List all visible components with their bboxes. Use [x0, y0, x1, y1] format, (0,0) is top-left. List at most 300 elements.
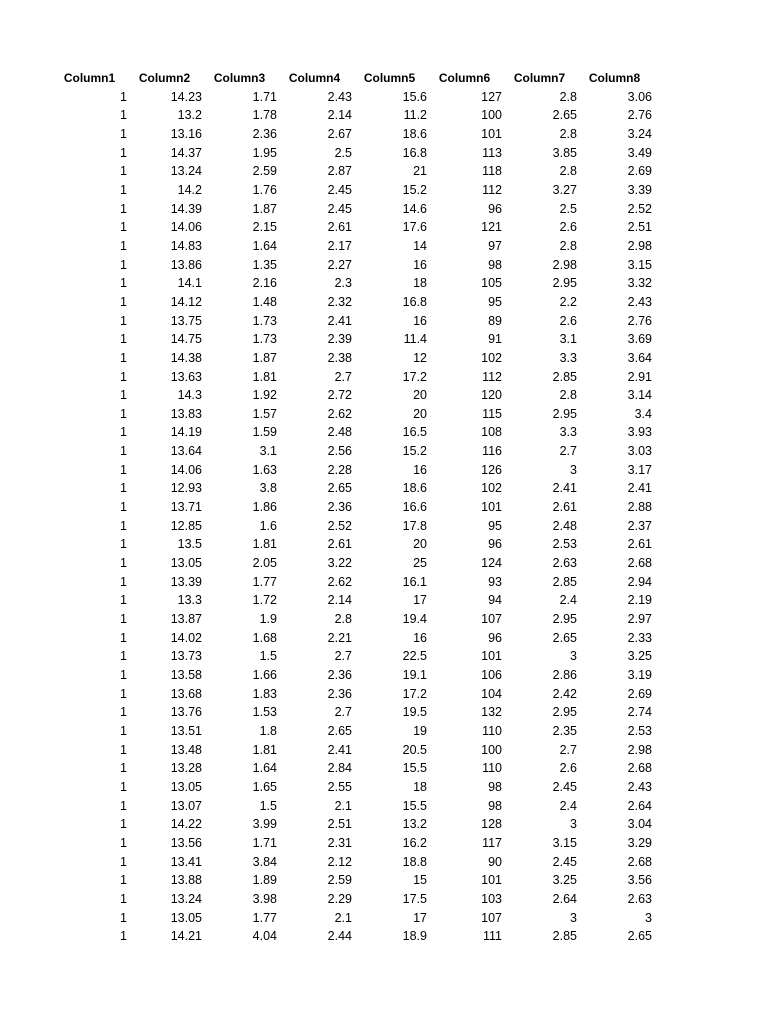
table-cell[interactable]: 3.84	[252, 854, 277, 869]
table-cell[interactable]: 18.9	[402, 929, 427, 944]
table-cell[interactable]: 97	[488, 238, 502, 253]
table-cell[interactable]: 1	[120, 891, 127, 906]
table-cell[interactable]: 1	[120, 668, 127, 682]
table-cell[interactable]: 3	[570, 462, 577, 477]
table-cell[interactable]: 3.29	[627, 835, 652, 850]
table-cell[interactable]: 3.1	[559, 332, 577, 347]
table-cell[interactable]: 14.02	[170, 630, 202, 645]
table-cell[interactable]: 3.39	[627, 182, 652, 197]
table-cell[interactable]: 1.73	[252, 332, 277, 347]
table-cell[interactable]: 2.98	[552, 257, 577, 272]
table-cell[interactable]: 13.58	[170, 668, 202, 682]
table-cell[interactable]: 111	[482, 929, 502, 944]
table-cell[interactable]: 1	[120, 313, 127, 328]
table-cell[interactable]: 2.36	[327, 500, 352, 515]
table-cell[interactable]: 2.85	[552, 369, 577, 384]
table-cell[interactable]: 16.5	[402, 425, 427, 440]
table-cell[interactable]: 2.98	[627, 742, 652, 757]
table-cell[interactable]: 2.52	[627, 201, 652, 216]
table-cell[interactable]: 20	[413, 406, 427, 421]
table-cell[interactable]: 2.65	[552, 108, 577, 123]
table-cell[interactable]: 3.85	[552, 145, 577, 160]
table-cell[interactable]: 1.73	[252, 313, 277, 328]
table-cell[interactable]: 1.53	[252, 705, 277, 720]
table-cell[interactable]: 1.92	[252, 388, 277, 403]
table-cell[interactable]: 14.22	[170, 817, 202, 832]
table-cell[interactable]: 2.52	[327, 518, 352, 533]
table-cell[interactable]: 1	[120, 742, 127, 757]
table-cell[interactable]: 13.2	[177, 108, 202, 123]
table-cell[interactable]: 16	[413, 313, 427, 328]
table-cell[interactable]: 1	[120, 145, 127, 160]
table-cell[interactable]: 2.8	[559, 238, 577, 253]
table-cell[interactable]: 1	[120, 164, 127, 179]
table-cell[interactable]: 2.41	[327, 742, 352, 757]
table-cell[interactable]: 2.95	[552, 406, 577, 421]
table-cell[interactable]: 14.21	[170, 929, 202, 944]
table-cell[interactable]: 19.5	[402, 705, 427, 720]
table-cell[interactable]: 2.59	[327, 873, 352, 888]
table-cell[interactable]: 22.5	[402, 649, 427, 664]
table-cell[interactable]: 2.61	[327, 537, 352, 552]
table-cell[interactable]: 2.65	[327, 481, 352, 496]
table-cell[interactable]: 1	[120, 705, 127, 720]
table-cell[interactable]: 2.95	[552, 705, 577, 720]
table-cell[interactable]: 2.53	[627, 723, 652, 738]
table-cell[interactable]: 1	[120, 835, 127, 850]
table-cell[interactable]: 15.2	[402, 444, 427, 459]
table-cell[interactable]: 2.6	[559, 313, 577, 328]
table-cell[interactable]: 13.71	[170, 500, 202, 515]
table-cell[interactable]: 113	[482, 145, 502, 160]
table-cell[interactable]: 2.6	[559, 220, 577, 235]
table-cell[interactable]: 14.75	[170, 332, 202, 347]
table-cell[interactable]: 3.25	[627, 649, 652, 664]
table-cell[interactable]: 14.83	[170, 238, 202, 253]
table-cell[interactable]: 1.81	[252, 369, 277, 384]
table-cell[interactable]: 2.37	[627, 518, 652, 533]
table-cell[interactable]: 2.98	[627, 238, 652, 253]
table-cell[interactable]: 1	[120, 201, 127, 216]
table-cell[interactable]: 94	[488, 593, 502, 608]
table-cell[interactable]: 1.95	[252, 145, 277, 160]
table-cell[interactable]: 96	[488, 630, 502, 645]
table-cell[interactable]: 21	[413, 164, 427, 179]
table-cell[interactable]: 13.87	[170, 612, 202, 627]
table-cell[interactable]: 1	[120, 574, 127, 589]
table-cell[interactable]: 115	[482, 406, 502, 421]
table-cell[interactable]: 2.1	[334, 910, 352, 925]
table-cell[interactable]: 13.63	[170, 369, 202, 384]
table-cell[interactable]: 15.5	[402, 798, 427, 813]
table-cell[interactable]: 2.8	[334, 612, 352, 627]
table-cell[interactable]: 1.63	[252, 462, 277, 477]
table-cell[interactable]: 2.45	[552, 779, 577, 794]
table-cell[interactable]: 2.05	[252, 556, 277, 571]
table-cell[interactable]: 2.88	[627, 500, 652, 515]
table-cell[interactable]: 14.38	[170, 350, 202, 365]
table-cell[interactable]: 2.8	[559, 89, 577, 104]
table-cell[interactable]: 2.87	[327, 164, 352, 179]
table-cell[interactable]: 2.8	[559, 164, 577, 179]
table-cell[interactable]: 2.43	[327, 89, 352, 104]
table-cell[interactable]: 14.2	[177, 182, 202, 197]
table-cell[interactable]: 1.83	[252, 686, 277, 701]
table-cell[interactable]: 25	[413, 556, 427, 571]
table-cell[interactable]: 13.2	[402, 817, 427, 832]
table-cell[interactable]: 2.36	[327, 686, 352, 701]
table-cell[interactable]: 20	[413, 537, 427, 552]
table-cell[interactable]: 2.16	[252, 276, 277, 291]
table-cell[interactable]: 4.04	[252, 929, 277, 944]
table-cell[interactable]: 1.77	[252, 910, 277, 925]
table-cell[interactable]: 112	[482, 182, 502, 197]
table-cell[interactable]: 16.8	[402, 294, 427, 309]
table-cell[interactable]: 13.73	[170, 649, 202, 664]
table-cell[interactable]: 1	[120, 444, 127, 459]
table-cell[interactable]: 112	[482, 369, 502, 384]
table-cell[interactable]: 1.81	[252, 742, 277, 757]
table-cell[interactable]: 107	[481, 612, 502, 627]
table-cell[interactable]: 3.56	[627, 873, 652, 888]
table-cell[interactable]: 2.59	[252, 164, 277, 179]
table-cell[interactable]: 1.86	[252, 500, 277, 515]
table-cell[interactable]: 2.4	[559, 593, 577, 608]
table-cell[interactable]: 2.65	[552, 630, 577, 645]
table-cell[interactable]: 1.68	[252, 630, 277, 645]
table-cell[interactable]: 13.48	[170, 742, 202, 757]
table-cell[interactable]: 15.2	[402, 182, 427, 197]
table-cell[interactable]: 16	[413, 462, 427, 477]
table-cell[interactable]: 1.64	[252, 761, 277, 776]
table-cell[interactable]: 16.1	[402, 574, 427, 589]
table-cell[interactable]: 2.36	[252, 126, 277, 141]
table-cell[interactable]: 2.84	[327, 761, 352, 776]
table-cell[interactable]: 2.27	[327, 257, 352, 272]
table-cell[interactable]: 13.24	[170, 164, 202, 179]
table-cell[interactable]: 2.85	[552, 929, 577, 944]
table-cell[interactable]: 121	[481, 220, 502, 235]
table-cell[interactable]: 2.65	[327, 723, 352, 738]
header-column8[interactable]: Column8	[588, 71, 641, 85]
table-cell[interactable]: 13.75	[170, 313, 202, 328]
table-cell[interactable]: 14	[413, 238, 427, 253]
table-cell[interactable]: 16	[413, 257, 427, 272]
table-cell[interactable]: 16	[413, 630, 427, 645]
table-cell[interactable]: 1.78	[252, 108, 277, 123]
header-column6[interactable]: Column6	[438, 71, 491, 85]
table-cell[interactable]: 3.15	[627, 257, 652, 272]
table-cell[interactable]: 2.91	[627, 369, 652, 384]
table-cell[interactable]: 2.62	[327, 406, 352, 421]
table-cell[interactable]: 3.32	[627, 276, 652, 291]
table-cell[interactable]: 101	[481, 126, 502, 141]
table-cell[interactable]: 14.39	[170, 201, 202, 216]
table-cell[interactable]: 2.5	[559, 201, 577, 216]
table-cell[interactable]: 2.68	[627, 761, 652, 776]
table-cell[interactable]: 17.6	[402, 220, 427, 235]
table-cell[interactable]: 128	[481, 817, 502, 832]
table-cell[interactable]: 13.56	[170, 835, 202, 850]
table-cell[interactable]: 1.72	[252, 593, 277, 608]
table-cell[interactable]: 2.63	[627, 891, 652, 906]
table-cell[interactable]: 127	[481, 89, 502, 104]
table-cell[interactable]: 120	[481, 388, 502, 403]
table-cell[interactable]: 2.95	[552, 612, 577, 627]
table-cell[interactable]: 3.06	[627, 89, 652, 104]
table-cell[interactable]: 1	[120, 182, 127, 197]
table-cell[interactable]: 2.31	[327, 835, 352, 850]
table-cell[interactable]: 2.8	[559, 126, 577, 141]
table-cell[interactable]: 3	[570, 910, 577, 925]
table-cell[interactable]: 1.57	[252, 406, 277, 421]
table-cell[interactable]: 2.51	[627, 220, 652, 235]
table-cell[interactable]: 13.24	[170, 891, 202, 906]
table-cell[interactable]: 2.17	[327, 238, 352, 253]
table-cell[interactable]: 2.61	[327, 220, 352, 235]
table-cell[interactable]: 3.98	[252, 891, 277, 906]
table-cell[interactable]: 1	[120, 369, 127, 384]
table-cell[interactable]: 104	[481, 686, 502, 701]
table-cell[interactable]: 1.66	[252, 668, 277, 682]
table-cell[interactable]: 14.12	[170, 294, 202, 309]
table-cell[interactable]: 2.94	[627, 574, 652, 589]
header-column2[interactable]: Column2	[138, 71, 191, 85]
table-cell[interactable]: 1.76	[252, 182, 277, 197]
table-cell[interactable]: 2.38	[327, 350, 352, 365]
table-cell[interactable]: 1	[120, 462, 127, 477]
table-cell[interactable]: 3	[570, 817, 577, 832]
table-cell[interactable]: 13.64	[170, 444, 202, 459]
table-cell[interactable]: 16.6	[402, 500, 427, 515]
table-cell[interactable]: 1.81	[252, 537, 277, 552]
table-cell[interactable]: 3.27	[552, 182, 577, 197]
table-cell[interactable]: 3.15	[552, 835, 577, 850]
table-cell[interactable]: 2.62	[327, 574, 352, 589]
table-cell[interactable]: 1	[120, 518, 127, 533]
table-cell[interactable]: 96	[488, 537, 502, 552]
table-cell[interactable]: 2.72	[327, 388, 352, 403]
table-cell[interactable]: 1	[120, 294, 127, 309]
table-cell[interactable]: 14.23	[170, 89, 202, 104]
table-cell[interactable]: 17.8	[402, 518, 427, 533]
table-cell[interactable]: 13.76	[170, 705, 202, 720]
table-cell[interactable]: 1	[120, 798, 127, 813]
table-cell[interactable]: 15.5	[402, 761, 427, 776]
table-cell[interactable]: 3.3	[559, 350, 577, 365]
table-cell[interactable]: 2.61	[552, 500, 577, 515]
table-cell[interactable]: 3	[645, 910, 652, 925]
table-cell[interactable]: 2.95	[552, 276, 577, 291]
table-cell[interactable]: 101	[481, 873, 502, 888]
table-cell[interactable]: 1.89	[252, 873, 277, 888]
table-cell[interactable]: 13.86	[170, 257, 202, 272]
table-cell[interactable]: 1	[120, 686, 127, 701]
table-cell[interactable]: 13.16	[170, 126, 202, 141]
table-cell[interactable]: 1	[120, 854, 127, 869]
table-cell[interactable]: 98	[488, 798, 502, 813]
table-cell[interactable]: 2.43	[627, 294, 652, 309]
table-cell[interactable]: 20.5	[402, 742, 427, 757]
table-cell[interactable]: 18.6	[402, 481, 427, 496]
table-cell[interactable]: 2.85	[552, 574, 577, 589]
table-cell[interactable]: 16.8	[402, 145, 427, 160]
table-cell[interactable]: 2.44	[327, 929, 352, 944]
table-cell[interactable]: 2.65	[627, 929, 652, 944]
header-column7[interactable]: Column7	[513, 71, 566, 85]
table-cell[interactable]: 20	[413, 388, 427, 403]
table-cell[interactable]: 3.25	[552, 873, 577, 888]
table-cell[interactable]: 1	[120, 406, 127, 421]
table-cell[interactable]: 3.03	[627, 444, 652, 459]
table-cell[interactable]: 105	[481, 276, 502, 291]
table-cell[interactable]: 2.67	[327, 126, 352, 141]
header-column4[interactable]: Column4	[288, 71, 341, 85]
table-cell[interactable]: 2.33	[627, 630, 652, 645]
table-cell[interactable]: 13.68	[170, 686, 202, 701]
table-cell[interactable]: 2.14	[327, 593, 352, 608]
table-cell[interactable]: 2.7	[559, 742, 577, 757]
table-cell[interactable]: 1.5	[259, 649, 277, 664]
table-cell[interactable]: 2.29	[327, 891, 352, 906]
table-cell[interactable]: 2.15	[252, 220, 277, 235]
table-cell[interactable]: 95	[488, 294, 502, 309]
table-cell[interactable]: 17.2	[402, 369, 427, 384]
table-cell[interactable]: 1	[120, 481, 127, 496]
table-cell[interactable]: 1	[120, 89, 127, 104]
table-cell[interactable]: 13.83	[170, 406, 202, 421]
table-cell[interactable]: 3.22	[327, 556, 352, 571]
table-cell[interactable]: 1.71	[252, 835, 277, 850]
table-cell[interactable]: 2.7	[334, 369, 352, 384]
table-cell[interactable]: 2.69	[627, 686, 652, 701]
table-cell[interactable]: 126	[481, 462, 502, 477]
table-cell[interactable]: 2.74	[627, 705, 652, 720]
table-cell[interactable]: 116	[482, 444, 502, 459]
table-cell[interactable]: 2.12	[327, 854, 352, 869]
table-cell[interactable]: 1	[120, 817, 127, 832]
table-cell[interactable]: 3.24	[627, 126, 652, 141]
table-cell[interactable]: 1	[120, 276, 127, 291]
table-cell[interactable]: 13.88	[170, 873, 202, 888]
table-cell[interactable]: 2.42	[552, 686, 577, 701]
table-cell[interactable]: 1.35	[252, 257, 277, 272]
table-cell[interactable]: 101	[481, 500, 502, 515]
table-cell[interactable]: 1.59	[252, 425, 277, 440]
table-cell[interactable]: 2.1	[334, 798, 352, 813]
table-cell[interactable]: 117	[482, 835, 502, 850]
table-cell[interactable]: 2.48	[327, 425, 352, 440]
table-cell[interactable]: 17	[413, 593, 427, 608]
table-cell[interactable]: 2.41	[552, 481, 577, 496]
table-cell[interactable]: 1.64	[252, 238, 277, 253]
table-cell[interactable]: 2.64	[552, 891, 577, 906]
table-cell[interactable]: 107	[481, 910, 502, 925]
table-cell[interactable]: 13.05	[170, 779, 202, 794]
table-cell[interactable]: 3.14	[627, 388, 652, 403]
table-cell[interactable]: 13.41	[170, 854, 202, 869]
table-cell[interactable]: 91	[488, 332, 502, 347]
table-cell[interactable]: 1	[120, 388, 127, 403]
table-cell[interactable]: 118	[482, 164, 502, 179]
table-cell[interactable]: 18.6	[402, 126, 427, 141]
table-cell[interactable]: 3.4	[634, 406, 652, 421]
table-cell[interactable]: 1	[120, 761, 127, 776]
table-cell[interactable]: 1	[120, 929, 127, 944]
table-cell[interactable]: 2.61	[627, 537, 652, 552]
table-cell[interactable]: 14.06	[170, 220, 202, 235]
table-cell[interactable]: 2.76	[627, 313, 652, 328]
table-cell[interactable]: 1	[120, 593, 127, 608]
table-cell[interactable]: 19	[413, 723, 427, 738]
table-cell[interactable]: 2.35	[552, 723, 577, 738]
table-cell[interactable]: 2.45	[552, 854, 577, 869]
table-cell[interactable]: 3.93	[627, 425, 652, 440]
table-cell[interactable]: 1	[120, 649, 127, 664]
table-cell[interactable]: 1.6	[259, 518, 277, 533]
table-cell[interactable]: 18.8	[402, 854, 427, 869]
table-cell[interactable]: 3.04	[627, 817, 652, 832]
table-cell[interactable]: 2.7	[559, 444, 577, 459]
table-cell[interactable]: 102	[481, 481, 502, 496]
table-cell[interactable]: 2.2	[559, 294, 577, 309]
table-cell[interactable]: 1	[120, 108, 127, 123]
table-cell[interactable]: 1	[120, 220, 127, 235]
table-cell[interactable]: 110	[482, 761, 502, 776]
table-cell[interactable]: 2.56	[327, 444, 352, 459]
table-cell[interactable]: 15.6	[402, 89, 427, 104]
table-cell[interactable]: 14.6	[402, 201, 427, 216]
table-cell[interactable]: 2.63	[552, 556, 577, 571]
table-cell[interactable]: 2.53	[552, 537, 577, 552]
table-cell[interactable]: 1	[120, 332, 127, 347]
table-cell[interactable]: 1.87	[252, 350, 277, 365]
table-cell[interactable]: 2.68	[627, 854, 652, 869]
table-cell[interactable]: 2.97	[627, 612, 652, 627]
table-cell[interactable]: 14.1	[177, 276, 202, 291]
table-cell[interactable]: 3.3	[559, 425, 577, 440]
table-cell[interactable]: 2.6	[559, 761, 577, 776]
table-cell[interactable]: 1	[120, 126, 127, 141]
table-cell[interactable]: 2.51	[327, 817, 352, 832]
table-cell[interactable]: 17.2	[402, 686, 427, 701]
table-cell[interactable]: 3	[570, 649, 577, 664]
table-cell[interactable]: 2.86	[552, 668, 577, 682]
table-cell[interactable]: 2.48	[552, 518, 577, 533]
table-cell[interactable]: 1.65	[252, 779, 277, 794]
table-cell[interactable]: 2.5	[334, 145, 352, 160]
table-cell[interactable]: 13.51	[170, 723, 202, 738]
table-cell[interactable]: 1	[120, 425, 127, 440]
table-cell[interactable]: 98	[488, 779, 502, 794]
table-cell[interactable]: 1	[120, 873, 127, 888]
table-cell[interactable]: 1	[120, 257, 127, 272]
table-cell[interactable]: 3.49	[627, 145, 652, 160]
table-cell[interactable]: 14.19	[170, 425, 202, 440]
table-cell[interactable]: 1	[120, 779, 127, 794]
table-cell[interactable]: 2.68	[627, 556, 652, 571]
table-cell[interactable]: 19.4	[402, 612, 427, 627]
table-cell[interactable]: 13.28	[170, 761, 202, 776]
table-cell[interactable]: 2.14	[327, 108, 352, 123]
table-cell[interactable]: 1.87	[252, 201, 277, 216]
table-cell[interactable]: 11.2	[403, 108, 427, 123]
table-cell[interactable]: 12.85	[170, 518, 202, 533]
table-cell[interactable]: 18	[413, 276, 427, 291]
table-cell[interactable]: 3.64	[627, 350, 652, 365]
table-cell[interactable]: 2.45	[327, 201, 352, 216]
table-cell[interactable]: 19.1	[402, 668, 427, 682]
